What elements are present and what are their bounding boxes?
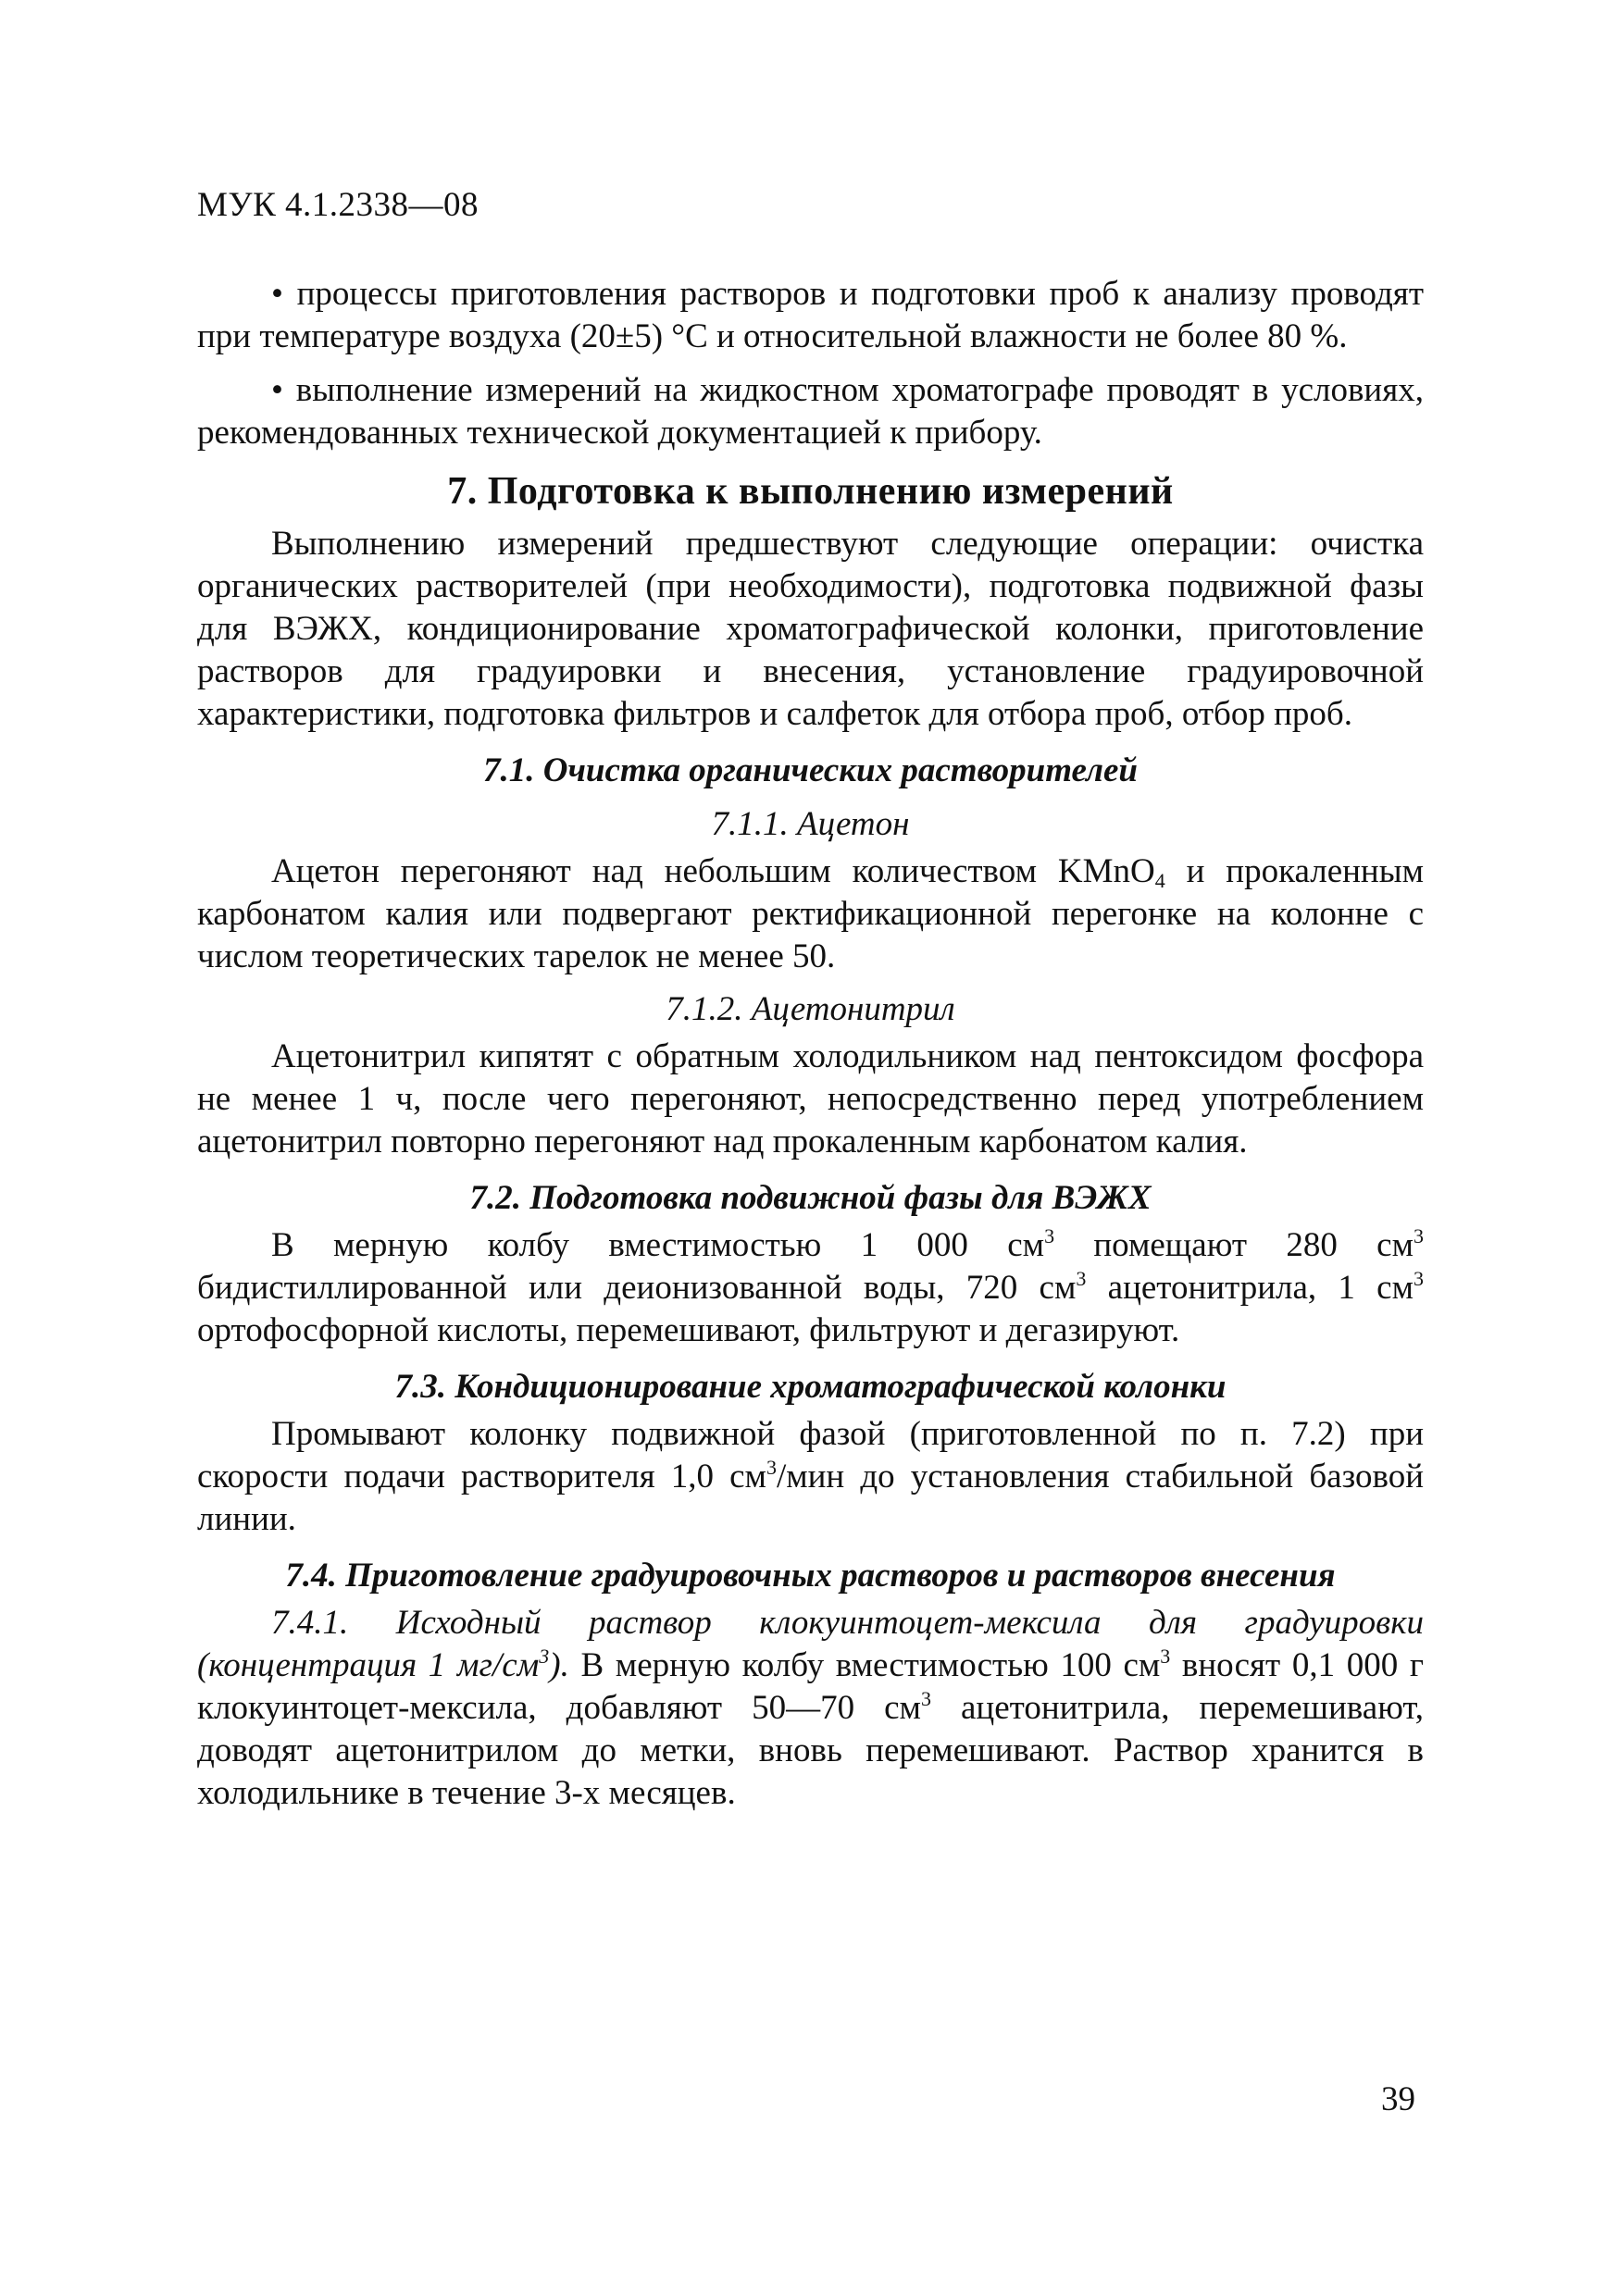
cm3-superscript: 3 [1076,1267,1087,1290]
section-7-4-1-paragraph [197,1602,1424,1815]
mobile-phase-text-3: бидистиллированной или деионизованной воды, 720 см [197,1269,1077,1307]
cm3-superscript: 3 [1160,1644,1171,1668]
cm3-superscript: 3 [1414,1267,1425,1290]
stock-solution-title-b: ). [549,1646,569,1684]
section-7-1-2-paragraph: Ацетонитрил кипятят с обратным холодильником над пентоксидом фосфора не менее 1 ч, после чего перегоняют, непосредственно перед употреблением ацетонитрил повторно перегоняют над прокаленным карбонатом калия. [197,1037,1424,1160]
mobile-phase-text-1: В мерную колбу вместимостью 1 000 см [271,1226,1045,1264]
kmno4-subscript: 4 [1154,869,1165,892]
bullet-text-1: процессы приготовления растворов и подготовки проб к анализу проводят при температуре воздуха (20±5) °С и относительной влажности не более 80 %. [197,275,1424,355]
section-7-2-heading: 7.2. Подготовка подвижной фазы для ВЭЖХ [469,1179,1152,1217]
stock-solution-text-3: ацетонитрила, перемешивают, доводят ацетонитрилом до метки, вновь перемешивают. Раствор хранится в холодильнике в течение 3-х месяцев. [197,1689,1424,1812]
section-7-1-1-heading: 7.1.1. Ацетон [711,805,910,843]
bullet-icon: • [271,275,297,313]
section-7-2-paragraph [197,1224,1424,1352]
cm3-superscript: 3 [1044,1224,1055,1247]
stock-solution-title-a: 7.4.1. Исходный раствор клокуинтоцет-мексила для градуировки (концентрация 1 мг/см [197,1604,1424,1684]
page-number: 39 [1381,2080,1415,2118]
bullet-paragraph-2 [197,369,1424,454]
section-7-3-paragraph [197,1413,1424,1541]
acetone-text-b: и прокаленным карбонатом калия или подвергают ректификационной перегонке на колонне с числом теоретических тарелок не менее 50. [197,852,1424,975]
section-7-1-1-paragraph [197,850,1424,978]
mobile-phase-text-2: помещают 280 см [1054,1226,1414,1264]
stock-solution-text-2: вносят 0,1 000 г клокуинтоцет-мексила, добавляют 50—70 см [197,1646,1424,1727]
bullet-paragraph-1 [197,273,1424,358]
section-7-1-heading: 7.1. Очистка органических растворителей [483,751,1138,789]
conditioning-text-2: /мин до установления стабильной базовой линии. [197,1458,1425,1538]
cm3-superscript: 3 [539,1644,550,1668]
bullet-text-2: выполнение измерений на жидкостном хроматографе проводят в условиях, рекомендованных технической документацией к прибору. [197,371,1424,452]
conditioning-text-1: Промывают колонку подвижной фазой (приготовленной по п. 7.2) при скорости подачи растворителя 1,0 см [197,1415,1424,1496]
section-7-1-2-heading: 7.1.2. Ацетонитрил [666,990,955,1028]
stock-solution-text-1: В мерную колбу вместимостью 100 см [568,1646,1161,1684]
section-7-paragraph: Выполнению измерений предшествуют следующие операции: очистка органических растворителей (при необходимости), подготовка подвижной фазы для ВЭЖХ, кондиционирование хроматографической колонки, приготовление растворов для градуировки и внесения, установление градуировочной характеристики, подготовка фильтров и салфеток для отбора проб, отбор проб. [197,525,1424,733]
cm3-superscript: 3 [920,1687,931,1710]
cm3-superscript: 3 [1414,1224,1424,1247]
section-7-heading: 7. Подготовка к выполнению измерений [447,470,1174,513]
mobile-phase-text-4: ацетонитрила, 1 см [1086,1269,1414,1307]
acetone-text-a: Ацетон перегоняют над небольшим количеством KMnO [271,852,1155,890]
mobile-phase-text-5: ортофосфорной кислоты, перемешивают, фильтруют и дегазируют. [197,1311,1180,1349]
section-7-3-heading: 7.3. Кондиционирование хроматографической колонки [394,1368,1227,1406]
section-7-4-heading: 7.4. Приготовление градуировочных растворов и растворов внесения [285,1557,1336,1595]
document-code: МУК 4.1.2338—08 [197,186,479,224]
page-content [197,273,1424,1815]
cm3-superscript: 3 [766,1456,777,1479]
bullet-icon: • [271,371,296,409]
